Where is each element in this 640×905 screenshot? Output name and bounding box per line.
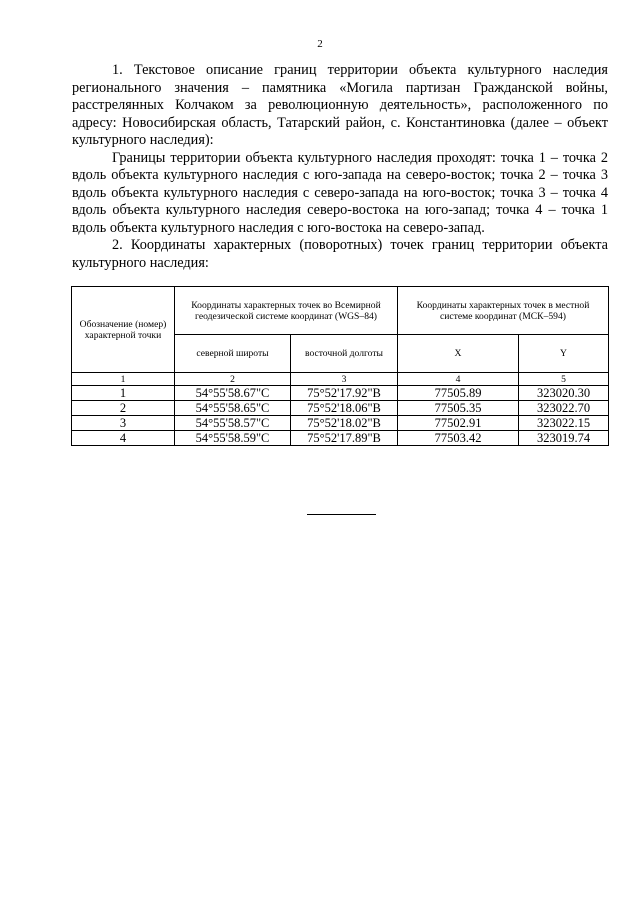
coordinates-table	[71, 286, 609, 446]
longitude-cell: 75°52'18.02"В	[291, 416, 398, 431]
y-cell: 323020.30	[519, 386, 609, 401]
latitude-cell: 54°55'58.67"С	[175, 386, 291, 401]
page-number: 2	[317, 38, 323, 50]
y-cell: 323022.15	[519, 416, 609, 431]
column-number: 2	[175, 373, 291, 386]
longitude-cell: 75°52'18.06"В	[291, 401, 398, 416]
column-numbers-row	[72, 373, 609, 386]
x-cell: 77503.42	[398, 431, 519, 446]
paragraph-2: Границы территории объекта культурного наследия проходят: точка 1 – точка 2 вдоль объекта культурного наследия с юго-запада на северо-восток; точка 2 – точка 3 вдоль объекта культурного наследия с северо-запада на юго-восток; точка 3 – точка 4 вдоль объекта культурного наследия северо-востока на юго-запад; точка 4 – точка 1 вдоль объекта культурного наследия с юго-востока на северо-запад.	[72, 149, 608, 236]
latitude-cell: 54°55'58.57"С	[175, 416, 291, 431]
y-cell: 323022.70	[519, 401, 609, 416]
x-cell: 77505.35	[398, 401, 519, 416]
table-row	[72, 386, 609, 401]
latitude-cell: 54°55'58.59"С	[175, 431, 291, 446]
point-number: 1	[72, 386, 175, 401]
column-number: 5	[519, 373, 609, 386]
longitude-header: восточной долготы	[291, 335, 398, 373]
latitude-cell: 54°55'58.65"С	[175, 401, 291, 416]
document-body	[72, 62, 608, 272]
point-label-header: Обозначение (номер) характерной точки	[72, 287, 175, 373]
point-number: 4	[72, 431, 175, 446]
paragraph-1: 1. Текстовое описание границ территории объекта культурного наследия регионального значения – памятника «Могила партизан Гражданской войны, расстрелянных Колчаком за революционную деятельность», расположенного по адресу: Новосибирская область, Татарский район, с. Константиновка (далее – объект культурного наследия):	[72, 62, 608, 148]
point-number: 2	[72, 401, 175, 416]
x-header: X	[398, 335, 519, 373]
table-row	[72, 416, 609, 431]
x-cell: 77502.91	[398, 416, 519, 431]
table-row	[72, 431, 609, 446]
longitude-cell: 75°52'17.92"В	[291, 386, 398, 401]
end-of-document-rule	[307, 514, 376, 515]
column-number: 4	[398, 373, 519, 386]
y-cell: 323019.74	[519, 431, 609, 446]
x-cell: 77505.89	[398, 386, 519, 401]
paragraph-3: 2. Координаты характерных (поворотных) точек границ территории объекта культурного наследия:	[72, 237, 608, 271]
column-number: 1	[72, 373, 175, 386]
column-number: 3	[291, 373, 398, 386]
point-number: 3	[72, 416, 175, 431]
table-row	[72, 401, 609, 416]
wgs-group-header: Координаты характерных точек во Всемирной геодезической системе координат (WGS–84)	[175, 287, 398, 335]
msk-group-header: Координаты характерных точек в местной системе координат (МСК–594)	[398, 287, 609, 335]
y-header: Y	[519, 335, 609, 373]
longitude-cell: 75°52'17.89"В	[291, 431, 398, 446]
latitude-header: северной широты	[175, 335, 291, 373]
